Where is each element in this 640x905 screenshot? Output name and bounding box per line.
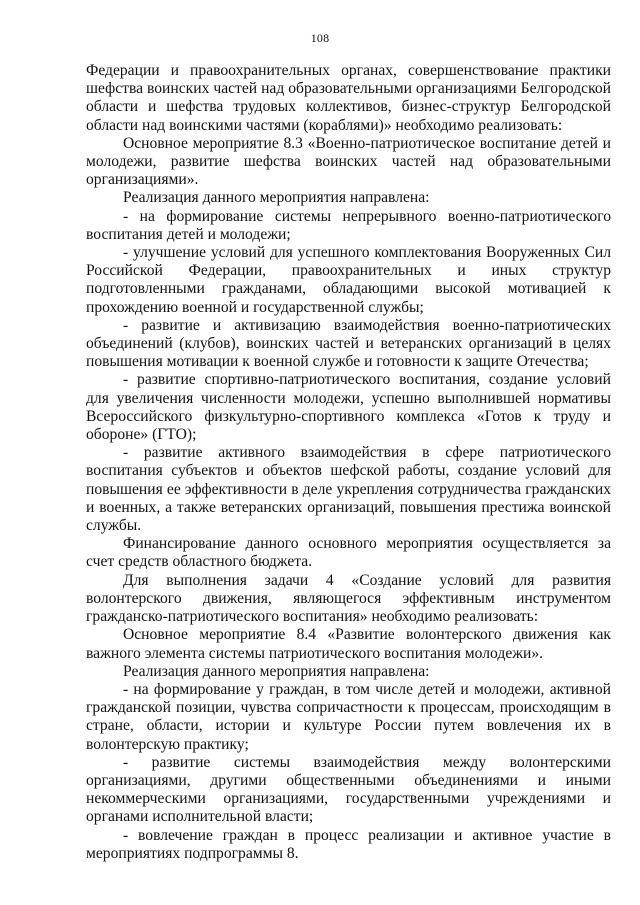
list-item-civic-position: - на формирование у граждан, в том числе детей и молодежи, активной гражданской позиции, чувства сопричастности к процессам, происходящим в стране, области, истории и культуре России путем вовлечения их в волонтерскую практику; xyxy=(86,680,611,753)
paragraph-main-activity-8-3: Основное мероприятие 8.3 «Военно-патриотическое воспитание детей и молодежи, развитие шефства воинских частей над образовательными организациями». xyxy=(86,134,611,189)
list-item-sports-patriotic: - развитие спортивно-патриотического воспитания, создание условий для увеличения численности молодежи, успешно выполнившей нормативы Всероссийского физкультурно-спортивного комплекса «Готов к труду и обороне» (ГТО); xyxy=(86,371,611,444)
list-item-armed-forces-recruitment: - улучшение условий для успешного комплектования Вооруженных Сил Российской Федерации, правоохранительных и иных структур подготовленными гражданами, обладающими высокой мотивацией к прохождению военной и государственной службы; xyxy=(86,244,611,316)
paragraph-main-activity-8-4: Основное мероприятие 8.4 «Развитие волонтерского движения как важного элемента системы патриотического воспитания молодежи». xyxy=(86,626,611,662)
page-number: 108 xyxy=(310,31,330,45)
paragraph-task-4: Для выполнения задачи 4 «Создание условий для развития волонтерского движения, являющегося эффективным инструментом гражданско-патриотического воспитания» необходимо реализовать: xyxy=(86,571,611,626)
paragraph-continuation: Федерации и правоохранительных органах, совершенствование практики шефства воинских частей над образовательными организациями Белгородской области и шефства трудовых коллективов, бизнес-структур Белгородской области над воинскими частями (кораблями)» необходимо реализовать: xyxy=(86,62,611,134)
paragraph-funding: Финансирование данного основного мероприятия осуществляется за счет средств областного бюджета. xyxy=(86,535,611,571)
list-item-volunteer-system: - развитие системы взаимодействия между волонтерскими организациями, другими общественными объединениями и иными некоммерческими организациями, государственными учреждениями и органами исполнительной власти; xyxy=(86,753,611,826)
list-item-continuous-education: - на формирование системы непрерывного военно-патриотического воспитания детей и молодежи; xyxy=(86,207,611,243)
list-item-patronage-cooperation: - развитие активного взаимодействия в сфере патриотического воспитания субъектов и объектов шефской работы, создание условий для повышения ее эффективности в деле укрепления сотрудничества гражданских и военных, а также ветеранских организаций, повышения престижа воинской службы. xyxy=(86,444,611,535)
paragraph-implementation-intro-2: Реализация данного мероприятия направлена: xyxy=(123,662,430,680)
list-item-citizen-involvement: - вовлечение граждан в процесс реализации и активное участие в мероприятиях подпрограммы 8. xyxy=(86,826,611,862)
paragraph-implementation-intro: Реализация данного мероприятия направлена: xyxy=(123,189,430,207)
list-item-clubs-cooperation: - развитие и активизацию взаимодействия военно-патриотических объединений (клубов), воинских частей и ветеранских организаций в целях повышения мотивации к военной службе и готовности к защите Отечества; xyxy=(86,316,611,371)
document-body xyxy=(86,62,611,863)
